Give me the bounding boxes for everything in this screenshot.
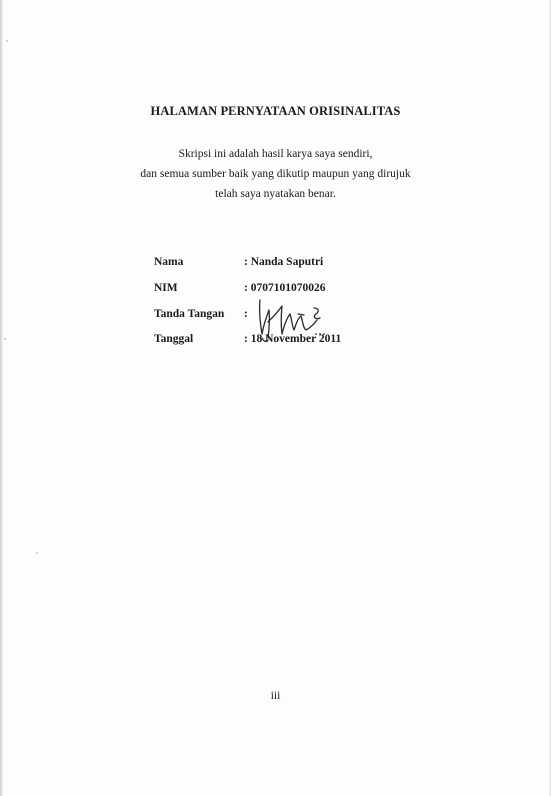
originality-statement: [0, 144, 551, 204]
scan-edge-left: [0, 0, 3, 796]
field-label-nim: NIM: [154, 282, 178, 294]
statement-line: telah saya nyatakan benar.: [215, 188, 336, 200]
field-value-tanda-tangan: :: [244, 308, 248, 320]
statement-line: Skripsi ini adalah hasil karya saya sendiri,: [178, 148, 373, 160]
field-label-tanda-tangan: Tanda Tangan: [154, 308, 225, 320]
field-label-tanggal: Tanggal: [154, 333, 194, 345]
field-value-nim: : 0707101070026: [244, 282, 326, 294]
page-title: HALAMAN PERNYATAAN ORISINALITAS: [150, 104, 401, 118]
scan-speck: [36, 552, 38, 554]
scan-speck: [4, 338, 6, 340]
field-value-nama: : Nanda Saputri: [244, 256, 324, 268]
page-number: iii: [270, 690, 281, 702]
field-value-tanggal: : 18 November 2011: [244, 333, 342, 345]
scan-speck: [6, 40, 8, 42]
field-label-nama: Nama: [154, 256, 184, 268]
statement-line: dan semua sumber baik yang dikutip maupun yang dirujuk: [140, 168, 411, 180]
